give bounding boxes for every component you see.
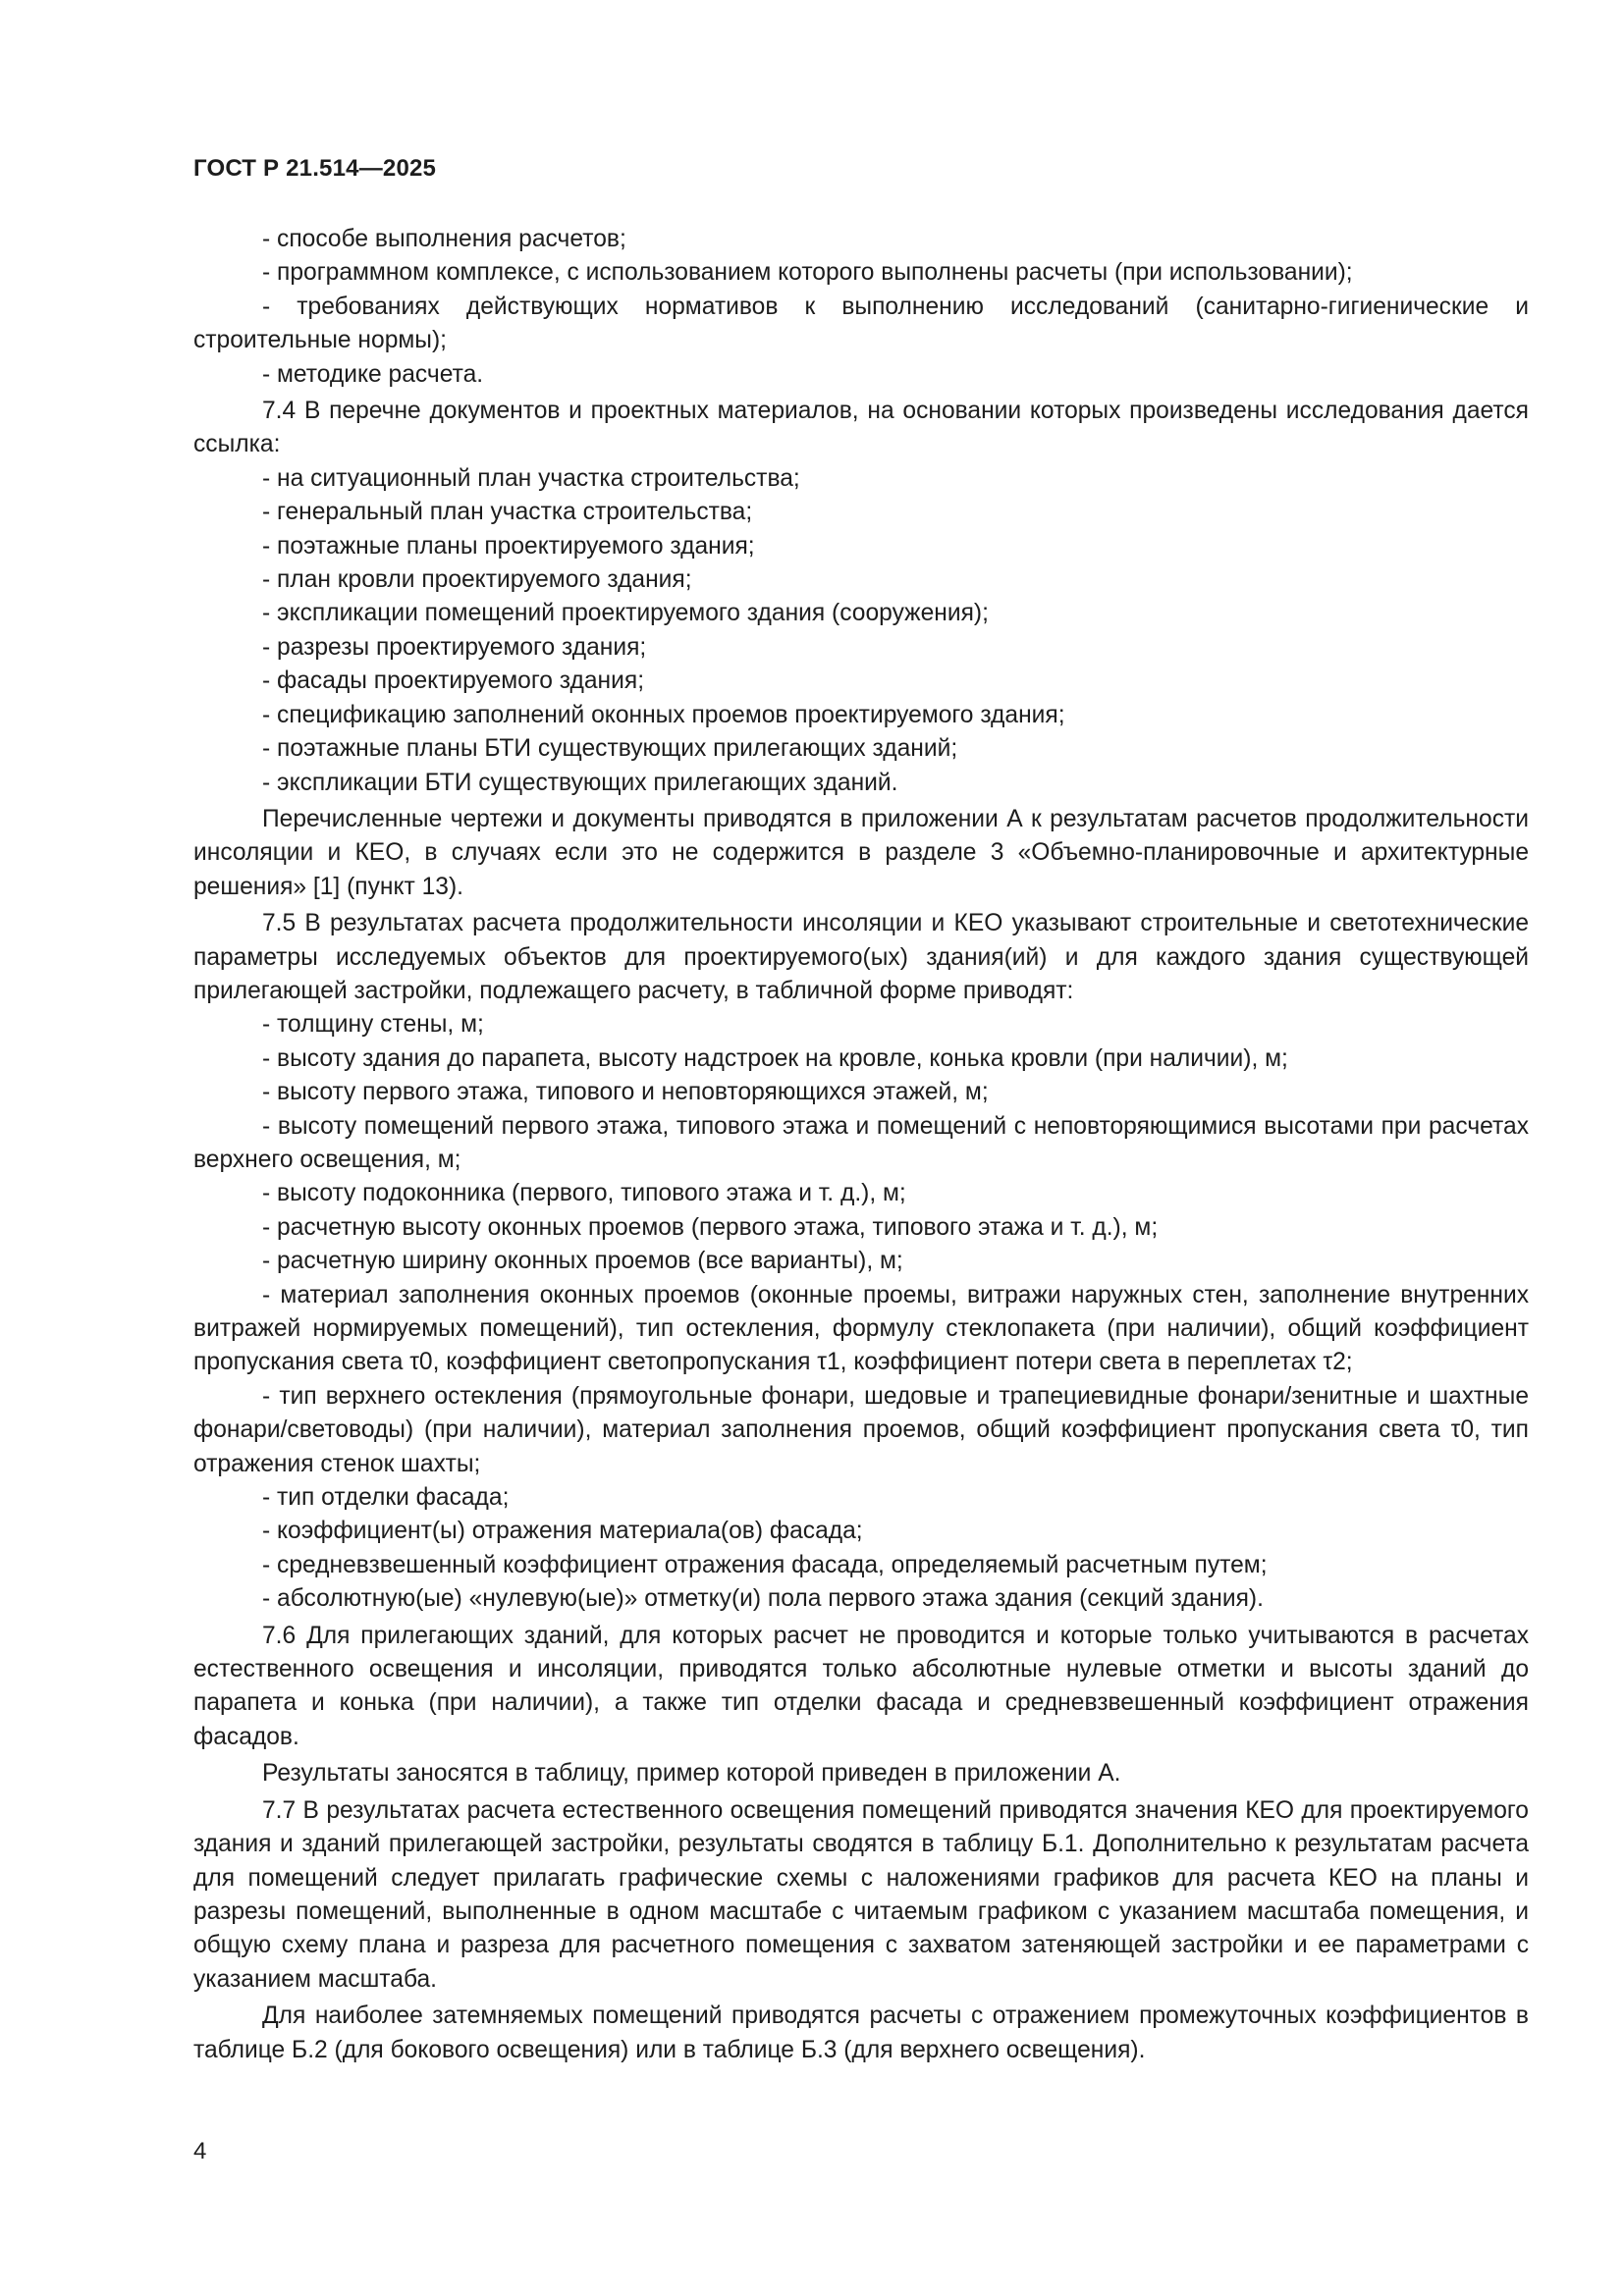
list-item: - программном комплексе, с использованием которого выполнены расчеты (при использовании); (262, 259, 1353, 287)
paragraph: Результаты заносятся в таблицу, пример которой приведен в приложении А. (262, 1760, 1121, 1788)
list-item: - тип верхнего остекления (прямоугольные фонари, шедовые и трапециевидные фонари/зенитные и шахтные фонари/световоды) (при наличии), материал заполнения проемов, общий коэффициент пропускания света τ0, тип отражения стенок шахты; (193, 1382, 1529, 1477)
paragraph: Перечисленные чертежи и документы приводятся в приложении А к результатам расчетов продолжительности инсоляции и КЕО, в случаях если это не содержится в разделе 3 «Объемно-планировочные и архитектурные решения» [1] (пункт 13). (193, 805, 1529, 900)
list-item: - спецификацию заполнений оконных проемов проектируемого здания; (262, 701, 1065, 728)
list-item: - план кровли проектируемого здания; (262, 566, 692, 594)
list-item: - экспликации БТИ существующих прилегающих зданий. (262, 769, 898, 796)
list-item: - фасады проектируемого здания; (262, 667, 645, 695)
list-item: - расчетную ширину оконных проемов (все варианты), м; (262, 1248, 903, 1275)
list-item: - на ситуационный план участка строительства; (262, 464, 800, 492)
clause-7-6: 7.6 Для прилегающих зданий, для которых расчет не проводится и которые только учитываются в расчетах естественного освещения и инсоляции, приводятся только абсолютные нулевые отметки и высоты зданий до парапета и конька (при наличии), а также тип отделки фасада и средневзвешенный коэффициент отражения фасадов. (193, 1622, 1529, 1750)
list-item: - высоту здания до парапета, высоту надстроек на кровле, конька кровли (при наличии), м; (262, 1044, 1288, 1072)
list-item: - методике расчета. (262, 360, 484, 388)
document-header: ГОСТ Р 21.514—2025 (193, 155, 437, 182)
list-item: - высоту подоконника (первого, типового этажа и т. д.), м; (262, 1180, 906, 1207)
list-item: - поэтажные планы БТИ существующих прилегающих зданий; (262, 735, 958, 763)
list-item: - экспликации помещений проектируемого здания (сооружения); (262, 600, 989, 627)
list-item: - способе выполнения расчетов; (262, 226, 626, 252)
clause-7-7: 7.7 В результатах расчета естественного освещения помещений приводятся значения КЕО для проектируемого здания и зданий прилегающей застройки, результаты сводятся в таблицу Б.1. Дополнительно к результатам расчета для помещений следует прилагать графические схемы с наложениями графиков для расчета КЕО на планы и разрезы помещений, выполненные в одном масштабе с читаемым графиком с указанием масштаба помещения, и общую схему плана и разреза для расчетного помещения с захватом затеняющей застройки и ее параметрами с указанием масштаба. (193, 1796, 1529, 1993)
list-item: - поэтажные планы проектируемого здания; (262, 532, 755, 560)
list-item: - генеральный план участка строительства; (262, 499, 753, 526)
list-item: - высоту помещений первого этажа, типового этажа и помещений с неповторяющимися высотами при расчетах верхнего освещения, м; (193, 1112, 1529, 1173)
page-number: 4 (193, 2138, 207, 2164)
list-item: - требованиях действующих нормативов к выполнению исследований (санитарно-гигиенические и строительные нормы); (193, 293, 1529, 354)
list-item: - разрезы проектируемого здания; (262, 633, 647, 661)
list-item: - толщину стены, м; (262, 1011, 484, 1039)
paragraph: Для наиболее затемняемых помещений приводятся расчеты с отражением промежуточных коэффициентов в таблице Б.2 (для бокового освещения) или в таблице Б.3 (для верхнего освещения). (193, 2002, 1529, 2063)
list-item: - расчетную высоту оконных проемов (первого этажа, типового этажа и т. д.), м; (262, 1213, 1159, 1241)
document-body (193, 223, 1529, 2067)
list-item: - тип отделки фасада; (262, 1484, 510, 1512)
list-item: - абсолютную(ые) «нулевую(ые)» отметку(и) пола первого этажа здания (секций здания). (262, 1585, 1264, 1613)
list-item: - материал заполнения оконных проемов (оконные проемы, витражи наружных стен, заполнение внутренних витражей нормируемых помещений), тип остекления, формулу стеклопакета (при наличии), общий коэффициент пропускания света τ0, коэффициент светопропускания τ1, коэффициент потери света в переплетах τ2; (193, 1281, 1529, 1376)
clause-7-4: 7.4 В перечне документов и проектных материалов, на основании которых произведены исследования дается ссылка: (193, 398, 1529, 458)
list-item: - средневзвешенный коэффициент отражения фасада, определяемый расчетным путем; (262, 1551, 1268, 1578)
clause-7-5: 7.5 В результатах расчета продолжительности инсоляции и КЕО указывают строительные и светотехнические параметры исследуемых объектов для проектируемого(ых) здания(ий) и для каждого здания существующей прилегающей застройки, подлежащего расчету, в табличной форме приводят: (193, 910, 1529, 1004)
list-item: - высоту первого этажа, типового и неповторяющихся этажей, м; (262, 1079, 989, 1106)
list-item: - коэффициент(ы) отражения материала(ов) фасада; (262, 1518, 863, 1545)
